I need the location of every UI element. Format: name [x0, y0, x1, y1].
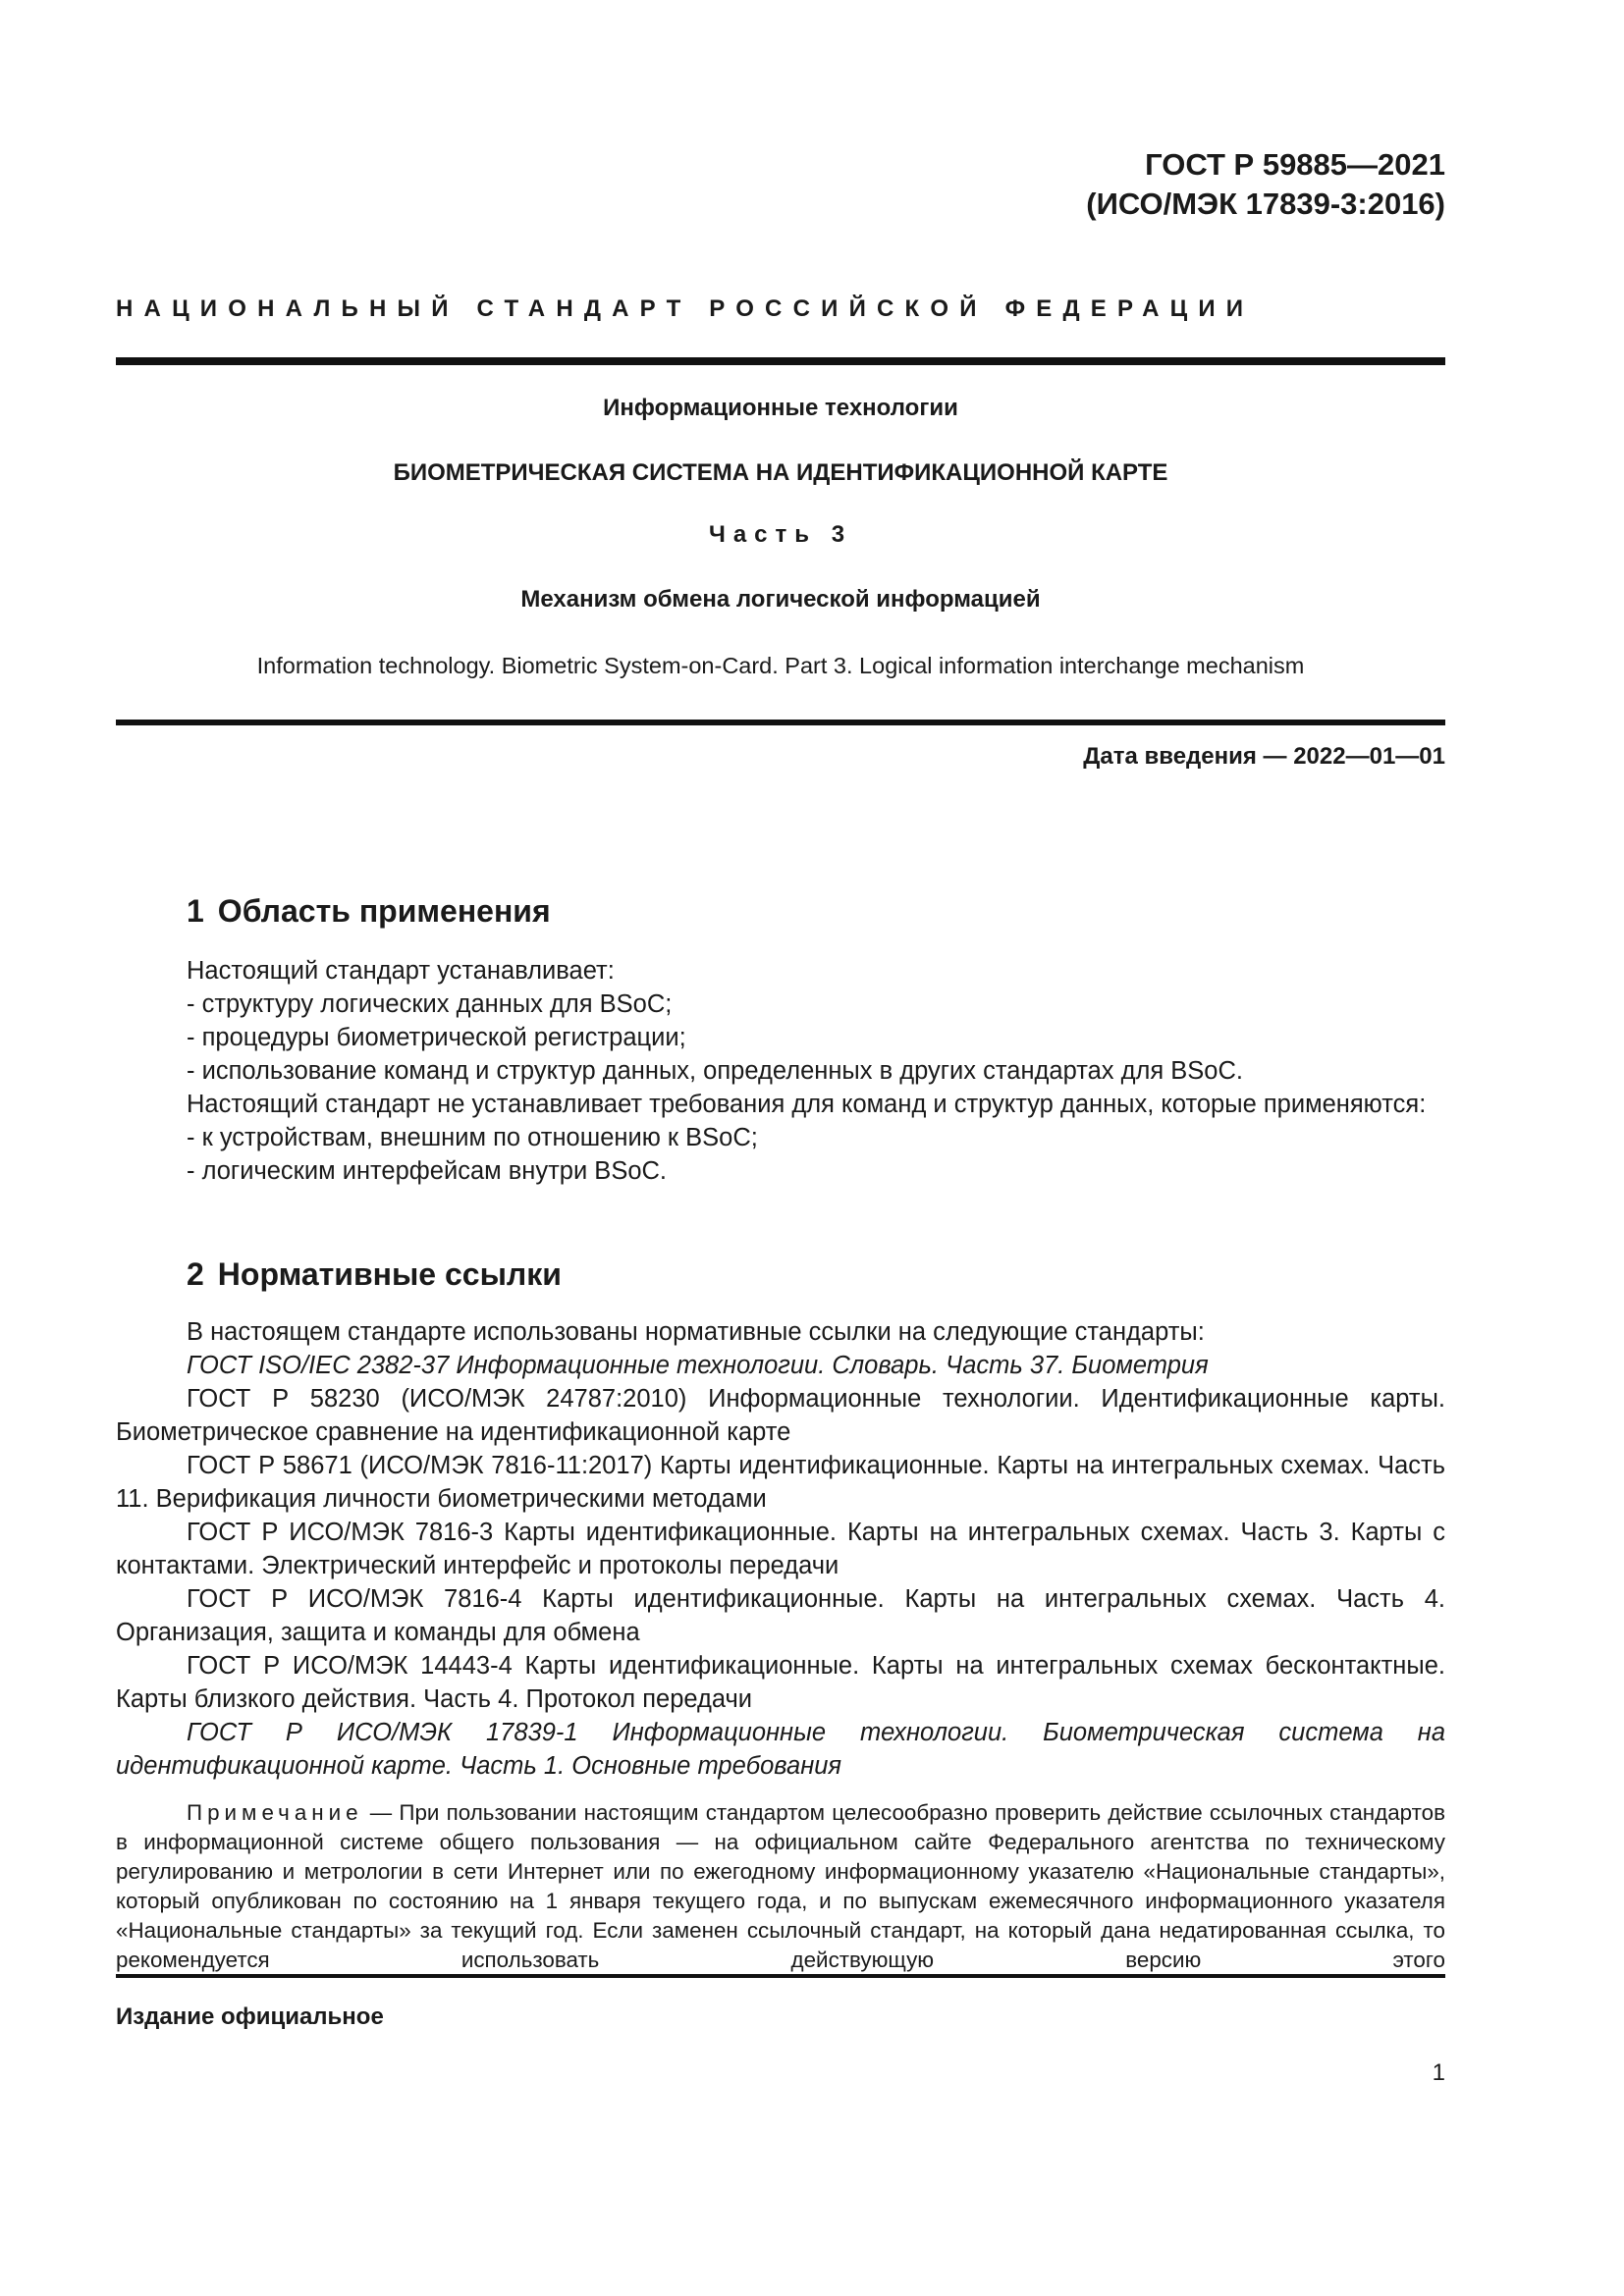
introduction-date: Дата введения — 2022—01—01 — [1083, 743, 1445, 770]
scope-list-item: - использование команд и структур данных, определенных в других стандартах для BSoC. — [187, 1057, 1243, 1085]
page-number: 1 — [1432, 2059, 1445, 2086]
title-english: Information technology. Biometric System-on-Card. Part 3. Logical information interchange mechanism — [256, 653, 1305, 678]
section-1-number: 1 — [187, 893, 204, 929]
references-intro: В настоящем стандарте использованы нормативные ссылки на следующие стандарты: — [187, 1318, 1205, 1346]
section-2-heading — [187, 1256, 562, 1293]
note-label: Примечание — [187, 1800, 363, 1825]
section-1-title: Область применения — [217, 893, 551, 929]
top-rule — [116, 357, 1445, 365]
reference-item: ГОСТ Р ИСО/МЭК 7816-3 Карты идентификационные. Карты на интегральных схемах. Часть 3. Карты с контактами. Электрический интерфейс и протоколы передачи — [116, 1519, 1445, 1579]
reference-item: ГОСТ ISO/IEC 2382-37 Информационные технологии. Словарь. Часть 37. Биометрия — [187, 1352, 1209, 1379]
standard-code-block — [1086, 145, 1445, 224]
scope-list-item: - процедуры биометрической регистрации; — [187, 1024, 686, 1051]
note-block — [116, 1798, 1445, 1975]
reference-item: ГОСТ Р 58230 (ИСО/МЭК 24787:2010) Информационные технологии. Идентификационные карты. Биометрическое сравнение на идентификационной карте — [116, 1385, 1445, 1446]
section-1-body — [116, 954, 1445, 1188]
section-2-title: Нормативные ссылки — [217, 1256, 562, 1292]
scope-list-item: - к устройствам, внешним по отношению к BSoC; — [187, 1124, 758, 1151]
reference-item: ГОСТ Р 58671 (ИСО/МЭК 7816-11:2017) Карты идентификационные. Карты на интегральных схемах. Часть 11. Верификация личности биометрическими методами — [116, 1452, 1445, 1513]
section-1-heading — [187, 893, 551, 930]
note-text: — При пользовании настоящим стандартом целесообразно проверить действие ссылочных стандартов в информационной системе общего пользования — на официальном сайте Федерального агентства по техническому регулированию и метрологии в сети Интернет или по ежегодному информационному указателю «Национальные стандарты», который опубликован по состоянию на 1 января текущего года, и по выпускам ежемесячного информационного указателя «Национальные стандарты» за текущий год. Если заменен ссылочный стандарт, на который дана недатированная ссылка, то рекомендуется использовать действующую версию этого — [116, 1800, 1445, 1972]
reference-item: ГОСТ Р ИСО/МЭК 17839-1 Информационные технологии. Биометрическая система на идентификационной карте. Часть 1. Основные требования — [116, 1719, 1445, 1780]
iso-reference: (ИСО/МЭК 17839-3:2016) — [1086, 187, 1445, 221]
scope-list-item: - структуру логических данных для BSoC; — [187, 990, 673, 1018]
title-line-2: БИОМЕТРИЧЕСКАЯ СИСТЕМА НА ИДЕНТИФИКАЦИОННОЙ КАРТЕ — [393, 459, 1168, 486]
section-2-number: 2 — [187, 1256, 204, 1292]
reference-item: ГОСТ Р ИСО/МЭК 14443-4 Карты идентификационные. Карты на интегральных схемах бесконтактные. Карты близкого действия. Часть 4. Протокол передачи — [116, 1652, 1445, 1713]
footer-rule — [116, 1974, 1445, 1978]
national-standard-banner: НАЦИОНАЛЬНЫЙ СТАНДАРТ РОССИЙСКОЙ ФЕДЕРАЦИИ — [116, 295, 1255, 322]
title-line-1: Информационные технологии — [603, 395, 958, 421]
section-2-body — [116, 1315, 1445, 1783]
reference-item: ГОСТ Р ИСО/МЭК 7816-4 Карты идентификационные. Карты на интегральных схемах. Часть 4. Организация, защита и команды для обмена — [116, 1585, 1445, 1646]
title-subtitle: Механизм обмена логической информацией — [520, 586, 1041, 613]
standard-code: ГОСТ Р 59885—2021 — [1145, 147, 1445, 182]
scope-list-item: - логическим интерфейсам внутри BSoC. — [187, 1157, 668, 1185]
edition-label: Издание официальное — [116, 2003, 384, 2030]
scope-exclusion: Настоящий стандарт не устанавливает требования для команд и структур данных, которые применяются: — [187, 1091, 1427, 1118]
title-rule — [116, 720, 1445, 725]
title-part: Часть 3 — [708, 521, 853, 548]
scope-intro: Настоящий стандарт устанавливает: — [187, 957, 615, 985]
